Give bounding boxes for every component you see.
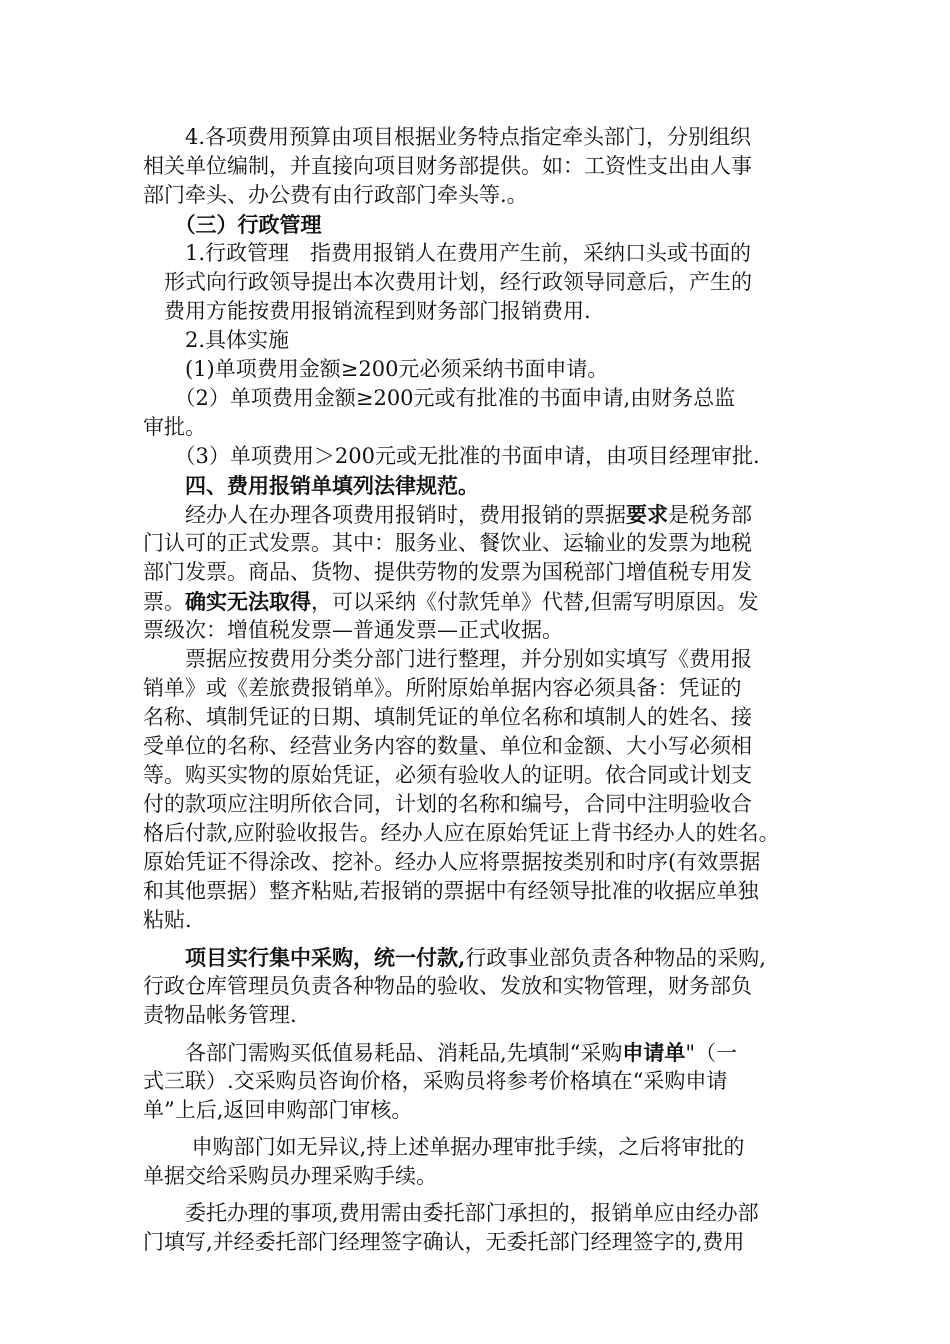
text-line <box>143 761 810 790</box>
bold-text: 要求 <box>626 502 668 527</box>
text-line <box>143 972 810 1001</box>
text-segment: 格后付款,应附验收报告。经办人应在原始凭证上背书经办人的姓名。 <box>143 821 780 845</box>
text-line <box>143 674 810 703</box>
text-line <box>143 1228 810 1257</box>
text-line <box>143 1133 810 1162</box>
bold-text: 确实无法取得 <box>185 589 311 614</box>
text-segment: 4.各项费用预算由项目根据业务特点指定牵头部门，分别组织 <box>143 125 752 149</box>
text-segment: 票据应按费用分类分部门进行整理，并分别如实填写《费用报 <box>143 647 752 671</box>
paragraph-spacer <box>143 1191 810 1199</box>
text-line <box>143 906 810 935</box>
text-line <box>143 471 810 500</box>
text-line <box>143 645 810 674</box>
text-line <box>143 732 810 761</box>
text-line <box>143 181 810 210</box>
text-segment: 费用方能按费用报销流程到财务部门报销费用. <box>143 299 591 323</box>
text-segment <box>143 946 185 970</box>
text-segment: 形式向行政领导提出本次费用计划，经行政领导同意后，产生的 <box>143 270 752 294</box>
text-segment: 原始凭证不得涂改、挖补。经办人应将票据按类别和时序(有效票据 <box>143 850 761 874</box>
text-line <box>143 703 810 732</box>
text-line <box>143 355 810 384</box>
text-line <box>143 152 810 181</box>
paragraph-spacer <box>143 935 810 943</box>
text-line <box>143 616 810 645</box>
paragraph-spacer <box>143 1125 810 1133</box>
text-segment: 审批。 <box>143 415 206 439</box>
text-line <box>143 326 810 355</box>
text-segment: 部门牵头、办公费有由行政部门牵头等.。 <box>143 183 528 207</box>
bold-text: 项目实行集中采购，统一付款, <box>185 945 466 970</box>
bold-text: 四、费用报销单填列法律规范。 <box>143 473 479 498</box>
text-segment: 票级次：增值税发票—普通发票—正式收据。 <box>143 618 563 642</box>
text-line <box>143 1038 810 1067</box>
text-segment: 门认可的正式发票。其中：服务业、餐饮业、运输业的发票为地税 <box>143 531 752 555</box>
text-line <box>143 413 810 442</box>
text-segment: (1)单项费用金额≥200元必须采纳书面申请。 <box>143 357 609 381</box>
text-line <box>143 1067 810 1096</box>
text-line <box>143 819 810 848</box>
text-segment: 申购部门如无异议,持上述单据办理审批手续，之后将审批的 <box>143 1135 745 1159</box>
text-segment: （2）单项费用金额≥200元或有批准的书面申请,由财务总监 <box>143 386 736 410</box>
text-segment: 粘贴. <box>143 908 192 932</box>
text-segment: 等。购买实物的原始凭证，必须有验收人的证明。依合同或计划支 <box>143 763 752 787</box>
text-segment: 行政事业部负责各种物品的采购, <box>465 946 766 970</box>
text-line <box>143 877 810 906</box>
text-line <box>143 123 810 152</box>
text-segment: 委托办理的事项,费用需由委托部门承担的，报销单应由经办部 <box>143 1201 759 1225</box>
text-line <box>143 210 810 239</box>
text-segment: ，可以采纳《付款凭单》代替,但需写明原因。发 <box>311 590 759 614</box>
text-segment: （3）单项费用＞200元或无批准的书面申请，由项目经理审批. <box>143 444 760 468</box>
text-line <box>143 500 810 529</box>
text-line <box>143 1199 810 1228</box>
text-line <box>143 1001 810 1030</box>
text-segment: 部门发票。商品、货物、提供劳物的发票为国税部门增值税专用发 <box>143 560 752 584</box>
text-line <box>143 239 810 268</box>
bold-text: 申请单 <box>622 1040 686 1065</box>
text-segment: 票。 <box>143 590 185 614</box>
text-segment: 单”上后,返回申购部门审核。 <box>143 1098 413 1122</box>
text-segment: "（一 <box>685 1041 738 1065</box>
text-segment: 和其他票据）整齐粘贴,若报销的票据中有经领导批准的收据应单独 <box>143 879 759 903</box>
text-line <box>143 790 810 819</box>
bold-text: （三）行政管理 <box>143 212 322 237</box>
text-segment: 名称、填制凭证的日期、填制凭证的单位名称和填制人的姓名、接 <box>143 705 752 729</box>
text-line <box>143 587 810 616</box>
text-line <box>143 943 810 972</box>
text-segment: 付的款项应注明所依合同，计划的名称和编号，合同中注明验收合 <box>143 792 752 816</box>
text-segment: 销单》或《差旅费报销单》。所附原始单据内容必须具备：凭证的 <box>143 676 742 700</box>
text-line <box>143 297 810 326</box>
text-segment: 行政仓库管理员负责各种物品的验收、发放和实物管理，财务部负 <box>143 974 752 998</box>
text-segment: 各部门需购买低值易耗品、消耗品,先填制“采购 <box>143 1041 623 1065</box>
text-segment: 门填写,并经委托部门经理签字确认，无委托部门经理签字的,费用 <box>143 1230 745 1254</box>
text-segment: 1.行政管理 指费用报销人在费用产生前，采纳口头或书面的 <box>143 241 752 265</box>
text-segment: 相关单位编制，并直接向项目财务部提供。如：工资性支出由人事 <box>143 154 752 178</box>
text-line <box>143 1096 810 1125</box>
text-segment: 单据交给采购员办理采购手续。 <box>143 1164 437 1188</box>
text-segment: 是税务部 <box>668 503 752 527</box>
paragraph-spacer <box>143 1030 810 1038</box>
text-line <box>143 848 810 877</box>
text-segment: 式三联）.交采购员咨询价格，采购员将参考价格填在“采购申请 <box>143 1069 728 1093</box>
text-segment: 经办人在办理各项费用报销时，费用报销的票据 <box>143 503 626 527</box>
text-line <box>143 442 810 471</box>
text-segment: 2.具体实施 <box>143 328 290 352</box>
text-line <box>143 558 810 587</box>
text-segment: 责物品帐务管理. <box>143 1003 297 1027</box>
text-line <box>143 1162 810 1191</box>
text-line <box>143 384 810 413</box>
text-line <box>143 529 810 558</box>
text-line <box>143 268 810 297</box>
text-segment: 受单位的名称、经营业务内容的数量、单位和金额、大小写必须相 <box>143 734 752 758</box>
